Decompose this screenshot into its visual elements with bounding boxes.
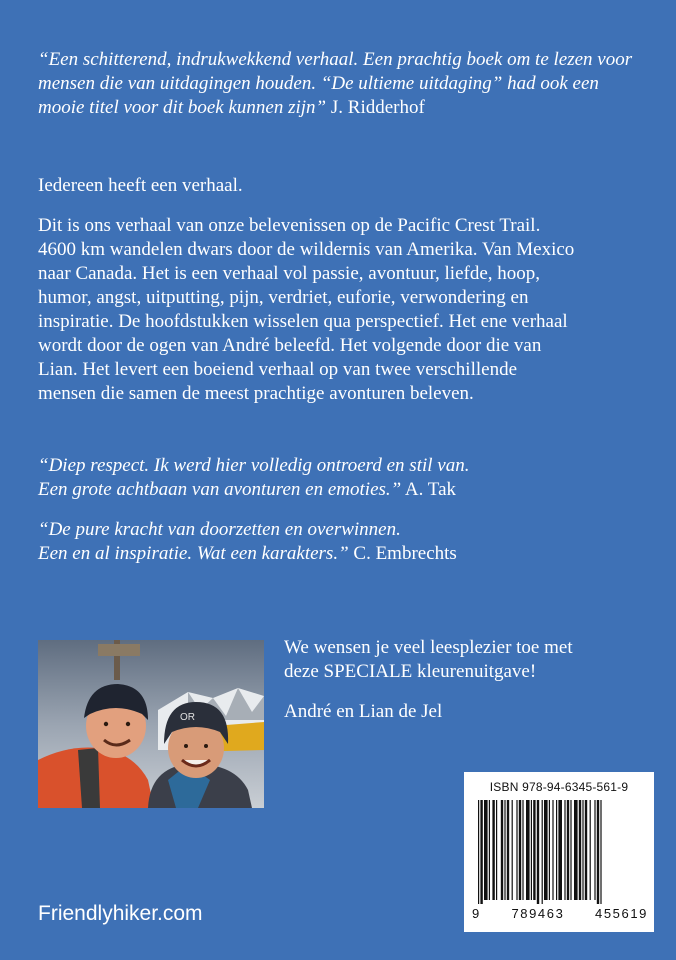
barcode-bar <box>570 800 571 900</box>
quote-line: “Diep respect. Ik werd hier volledig ontroerd en stil van. <box>38 455 470 476</box>
barcode-digit-group-left: 789463 <box>511 906 565 921</box>
quote-line: mensen die van uitdagingen houden. “De ultieme uitdaging” had ook een <box>38 73 599 94</box>
story-line: humor, angst, uitputting, pijn, verdriet, euforie, verwondering en <box>38 287 529 308</box>
barcode-bar <box>544 800 548 900</box>
barcode-bar <box>558 800 562 900</box>
story-line: inspiratie. De hoofdstukken wisselen qua perspectief. Het ene verhaal <box>38 311 568 332</box>
isbn-label: ISBN 978-94-6345-561-9 <box>489 780 629 794</box>
story-line: mensen die samen de meest prachtige avonturen beleven. <box>38 383 474 404</box>
barcode-bar <box>516 800 517 900</box>
review-quote-ridderhof <box>38 48 648 120</box>
barcode-bar <box>492 800 494 900</box>
quote-author: J. Ridderhof <box>330 97 425 118</box>
barcode-bar <box>552 800 553 900</box>
barcode-bar <box>556 800 557 900</box>
barcode-bar <box>507 800 509 900</box>
barcode-bar <box>512 800 513 900</box>
barcode-bar <box>582 800 583 900</box>
story-line: Dit is ons verhaal van onze belevenissen op de Pacific Crest Trail. <box>38 215 541 236</box>
barcode-bar <box>519 800 521 900</box>
barcode-bar <box>489 800 490 900</box>
story-line: Lian. Het levert een boeiend verhaal op van twee verschillende <box>38 359 518 380</box>
selfie-illustration <box>38 640 264 808</box>
quote-line: “Een schitterend, indrukwekkend verhaal. Een prachtig boek om te lezen voor <box>38 49 633 70</box>
barcode-bar <box>564 800 565 900</box>
isbn-barcode <box>464 772 654 932</box>
beanie-logo: OR <box>180 712 195 723</box>
barcode-bar <box>600 800 601 904</box>
review-quote-tak <box>38 454 648 502</box>
barcode-bar <box>567 800 569 900</box>
quote-line: Een en al inspiratie. Wat een karakters.” <box>38 543 349 564</box>
intro-line: Iedereen heeft een verhaal. <box>38 175 243 196</box>
barcode-bar <box>480 800 482 904</box>
closing-message <box>284 636 644 740</box>
closing-line: We wensen je veel leesplezier toe met <box>284 637 573 658</box>
quote-author: C. Embrechts <box>353 543 457 564</box>
barcode-bar <box>579 800 581 900</box>
barcode-bar <box>522 800 523 900</box>
quote-line: mooie titel voor dit boek kunnen zijn” <box>38 97 327 118</box>
quote-line: Een grote achtbaan van avonturen en emoties.” <box>38 479 402 500</box>
story-line: wordt door de ogen van André beleefd. Het volgende door die van <box>38 335 542 356</box>
barcode-bar <box>504 800 505 900</box>
barcode-digit-group-right: 455619 <box>595 906 648 921</box>
quote-author: A. Tak <box>404 479 457 500</box>
barcode-digits <box>472 906 648 921</box>
barcode-bar <box>597 800 599 904</box>
quote-line: “De pure kracht van doorzetten en overwinnen. <box>38 519 401 540</box>
authors-photo <box>38 640 264 808</box>
barcode-bar <box>484 800 488 900</box>
barcode-bar <box>526 800 530 900</box>
barcode-bar <box>478 800 479 904</box>
story-line: 4600 km wandelen dwars door de wildernis van Amerika. Van Mexico <box>38 239 575 260</box>
barcode-bar <box>590 800 591 900</box>
barcode-bar <box>537 800 539 904</box>
barcode-bar <box>531 800 532 900</box>
barcode-bar <box>533 800 535 900</box>
review-quote-embrechts <box>38 518 648 566</box>
story-line: naar Canada. Het is een verhaal vol passie, avontuur, liefde, hoop, <box>38 263 541 284</box>
barcode-bar <box>549 800 550 900</box>
closing-line: deze SPECIALE kleurenuitgave! <box>284 661 537 682</box>
barcode-bar <box>594 800 595 900</box>
barcode-bars <box>478 800 640 904</box>
barcode-bar <box>574 800 578 900</box>
story-paragraph <box>38 214 648 406</box>
barcode-bar <box>542 800 543 904</box>
authors-signature: André en Lian de Jel <box>284 701 443 722</box>
barcode-digit-lead: 9 <box>472 906 481 921</box>
barcode-bar <box>496 800 497 900</box>
website-link[interactable]: Friendlyhiker.com <box>38 902 203 925</box>
barcode-bar <box>585 800 587 900</box>
barcode-bar <box>501 800 503 900</box>
